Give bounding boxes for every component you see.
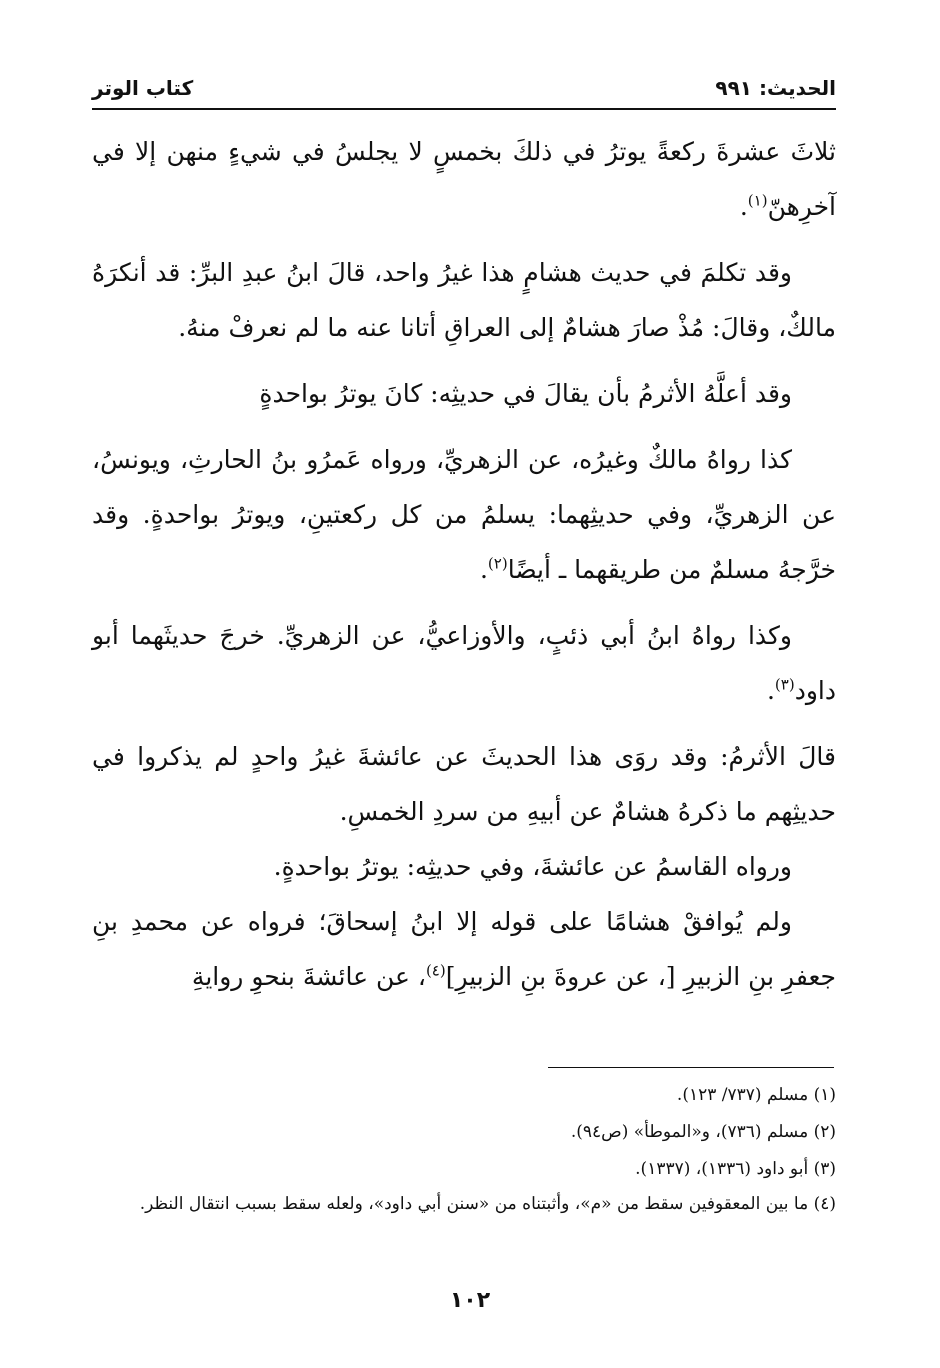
book-title: كتاب الوتر xyxy=(92,76,194,100)
paragraph-tail: ، عن عائشةَ بنحوِ روايةِ xyxy=(191,962,426,991)
paragraph xyxy=(92,729,836,839)
page-number: ١٠٢ xyxy=(449,1288,491,1313)
paragraph xyxy=(92,608,836,718)
paragraph xyxy=(92,245,836,355)
running-header xyxy=(92,76,836,102)
hadith-number: الحديث: ٩٩١ xyxy=(715,76,836,100)
footnote-ref: (٢) xyxy=(487,554,508,573)
paragraph-text: وقد أعلَّهُ الأثرمُ بأن يقالَ في حديثِه: كانَ يوترُ بواحدةٍ xyxy=(259,379,792,408)
footnote: (٢) مسلم (٧٣٦)، و«الموطأ» (ص٩٤). xyxy=(570,1122,836,1142)
paragraph-tail: . xyxy=(766,676,775,705)
footnotes xyxy=(92,1077,836,1220)
paragraph xyxy=(92,894,836,1004)
main-text xyxy=(92,124,836,1004)
paragraph xyxy=(92,366,836,421)
paragraph-text: ولم يُوافقْ هشامًا على قوله إلا ابنُ إسحاقَ؛ فرواه عن محمدِ بنِ جعفرِ بنِ الزبيرِ [، عن عروةَ بنِ الزبيرِ] xyxy=(92,907,836,991)
footnote-separator xyxy=(548,1067,834,1068)
paragraph xyxy=(92,124,836,234)
paragraph-text: كذا رواهُ مالكٌ وغيرُه، عن الزهريِّ، ورواه عَمرُو بنُ الحارثِ، ويونسُ، عن الزهريِّ، وفي حديثِهما: يسلمُ من كل ركعتينِ، ويوترُ بواحدةٍ. وقد خرَّجهُ مسلمٌ من طريقهما ـ أيضًا xyxy=(92,445,836,584)
footnote: (٣) أبو داود (١٣٣٦)، (١٣٣٧). xyxy=(635,1159,836,1179)
footnote-ref: (٤) xyxy=(425,961,446,980)
paragraph-text: ورواه القاسمُ عن عائشةَ، وفي حديثِه: يوترُ بواحدةٍ. xyxy=(273,852,792,881)
header-rule xyxy=(92,108,836,110)
paragraph-text: وقد تكلمَ في حديث هشامٍ هذا غيرُ واحد، قالَ ابنُ عبدِ البرِّ: قد أنكرَهُ مالكٌ، وقالَ: مُذْ صارَ هشامٌ إلى العراقِ أتانا عنه ما لم نعرفْ منهُ. xyxy=(92,258,836,342)
paragraph xyxy=(92,839,836,894)
footnote: (١) مسلم (٧٣٧/ ١٢٣). xyxy=(676,1085,836,1105)
footnote-ref: (٣) xyxy=(774,675,795,694)
paragraph xyxy=(92,432,836,597)
paragraph-text: قالَ الأثرمُ: وقد روَى هذا الحديثَ عن عائشةَ غيرُ واحدٍ لم يذكروا في حديثِهم ما ذكرهُ هشامٌ عن أبيهِ من سردِ الخمسِ. xyxy=(92,742,836,826)
footnote-ref: (١) xyxy=(747,191,768,210)
footnote-text: (٤) ما بين المعقوفين سقط من «م»، وأثبتناه من «سنن أبي داود»، ولعله سقط بسبب انتقال النظر. xyxy=(139,1194,836,1214)
paragraph-tail: . xyxy=(739,192,748,221)
paragraph-tail: . xyxy=(479,555,488,584)
paragraph-text: وكذا رواهُ ابنُ أبي ذئبٍ، والأوزاعيُّ، عن الزهريِّ. خرجَ حديثَهما أبو داود xyxy=(92,621,836,705)
footnote xyxy=(92,1188,836,1220)
paragraph-text: ثلاثَ عشرةَ ركعةً يوترُ في ذلكَ بخمسٍ لا يجلسُ في شيءٍ منهن إلا في آخرِهنّ xyxy=(92,137,836,221)
